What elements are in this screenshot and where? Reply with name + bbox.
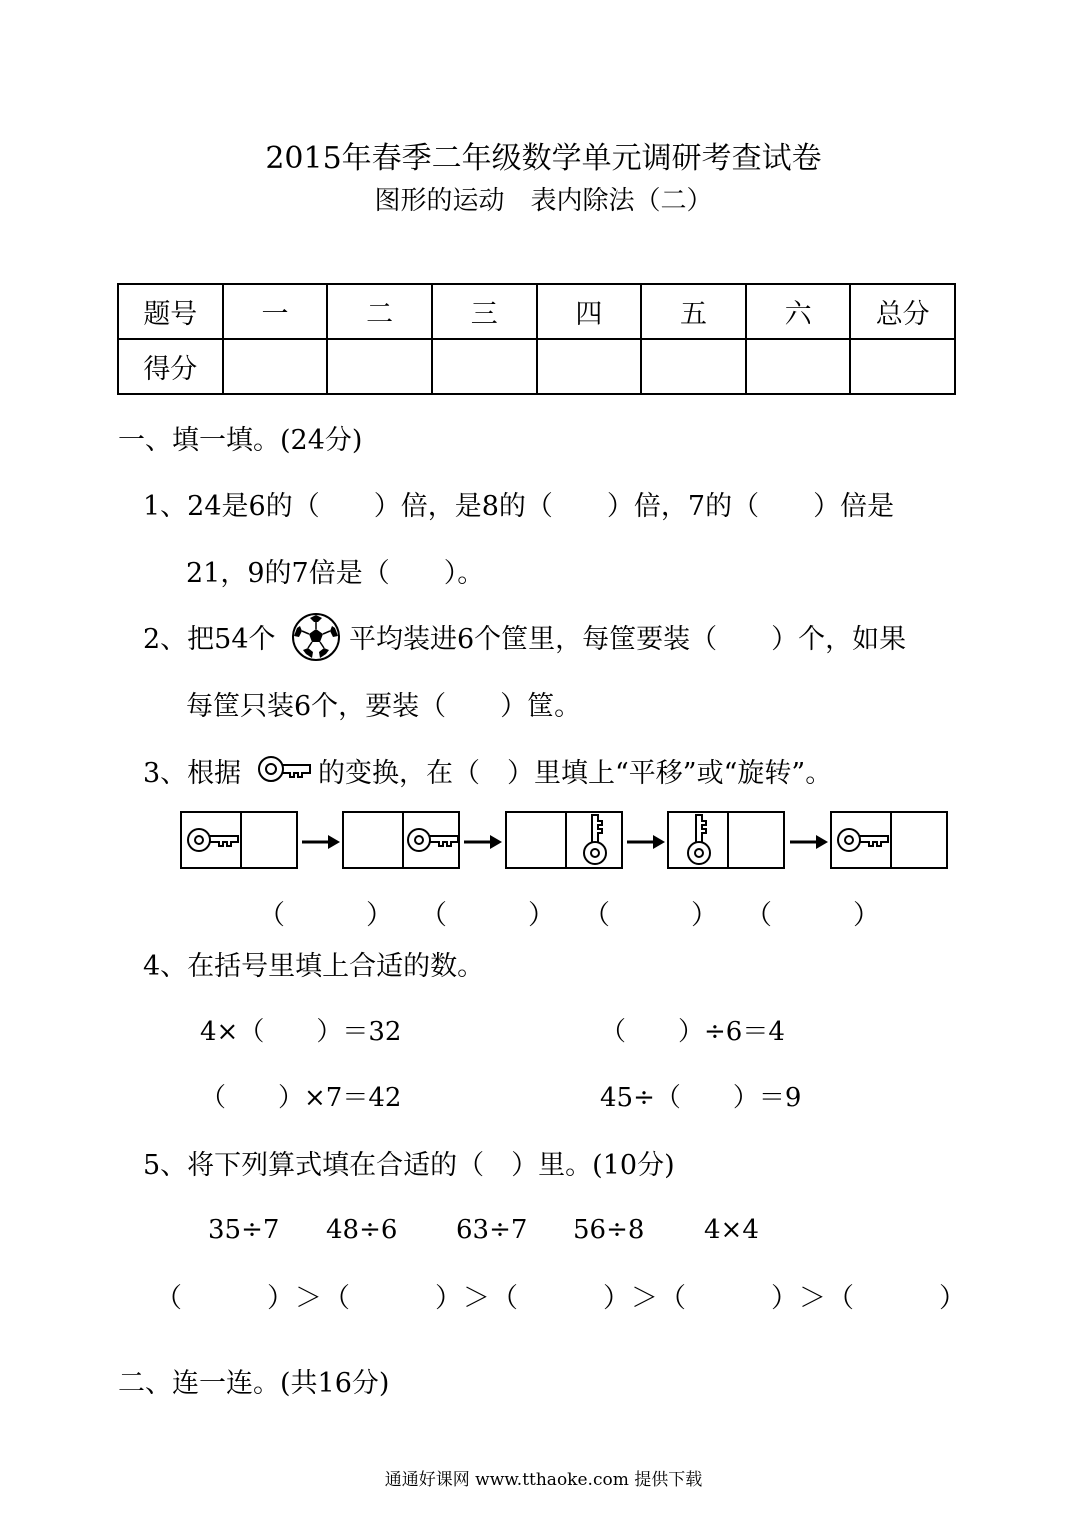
q2-line1-start: 2、把54个 xyxy=(143,624,276,655)
q3-answer-blank[interactable]: （ ） xyxy=(258,900,393,931)
q1-line1: 1、24是6的（ ）倍，是8的（ ）倍，7的（ ）倍是 xyxy=(143,491,895,522)
q4-item[interactable]: 45÷（ ）＝9 xyxy=(600,1083,802,1113)
score-row-label: 得分 xyxy=(118,339,223,394)
page-footer: 通通好课网 www.tthaoke.com 提供下载 xyxy=(384,1470,703,1490)
q4-item[interactable]: （ ）÷6＝4 xyxy=(600,1017,785,1047)
q4-item[interactable]: 4×（ ）＝32 xyxy=(200,1017,402,1047)
score-table xyxy=(117,283,956,395)
key-vertical-icon xyxy=(567,813,625,867)
q5-expression: 4×4 xyxy=(704,1215,759,1245)
page-title: 2015年春季二年级数学单元调研考查试卷 xyxy=(265,141,822,176)
score-blank-cell[interactable] xyxy=(850,339,955,394)
key-frame-1 xyxy=(180,811,298,869)
key-frame-3 xyxy=(505,811,623,869)
q3-answer-blank[interactable]: （ ） xyxy=(420,900,555,931)
key-horizontal-icon xyxy=(834,813,892,867)
page-subtitle: 图形的运动 表内除法（二） xyxy=(374,186,713,216)
score-cell: 六 xyxy=(746,284,851,339)
score-blank-cell[interactable] xyxy=(327,339,432,394)
q4-item[interactable]: （ ）×7＝42 xyxy=(200,1083,402,1113)
q1-line2: 21，9的7倍是（ ）。 xyxy=(186,558,485,589)
score-cell: 题号 xyxy=(118,284,223,339)
score-cell: 二 xyxy=(327,284,432,339)
q5-expression: 35÷7 xyxy=(208,1215,280,1245)
score-blank-cell[interactable] xyxy=(641,339,746,394)
arrow-icon xyxy=(464,832,502,852)
q2-line2: 每筐只装6个，要装（ ）筐。 xyxy=(186,691,582,722)
q5-order-blanks[interactable]: （ ）＞（ ）＞（ ）＞（ ）＞（ ） xyxy=(155,1283,967,1314)
key-frame-4 xyxy=(667,811,785,869)
score-cell: 三 xyxy=(432,284,537,339)
q3-answer-blank[interactable]: （ ） xyxy=(745,900,880,931)
q4-heading: 4、在括号里填上合适的数。 xyxy=(143,951,485,982)
score-cell: 一 xyxy=(223,284,328,339)
arrow-icon xyxy=(627,832,665,852)
key-horizontal-icon xyxy=(404,813,462,867)
key-icon xyxy=(256,752,314,786)
section2-heading: 二、连一连。(共16分) xyxy=(118,1368,390,1399)
q3-answer-blank[interactable]: （ ） xyxy=(583,900,718,931)
key-frame-5 xyxy=(830,811,948,869)
key-vertical-icon xyxy=(671,813,729,867)
score-table-score-row xyxy=(118,339,955,394)
score-cell: 五 xyxy=(641,284,746,339)
section1-heading: 一、填一填。(24分) xyxy=(118,425,363,456)
score-blank-cell[interactable] xyxy=(223,339,328,394)
score-table-header-row xyxy=(118,284,955,339)
q5-heading: 5、将下列算式填在合适的（ ）里。(10分) xyxy=(143,1150,675,1181)
q5-expression: 56÷8 xyxy=(573,1215,645,1245)
score-cell: 四 xyxy=(537,284,642,339)
arrow-icon xyxy=(302,832,340,852)
arrow-icon xyxy=(790,832,828,852)
q3-text-start: 3、根据 xyxy=(143,758,242,789)
q3-text-end: 的变换，在（ ）里填上“平移”或“旋转”。 xyxy=(318,758,833,789)
score-blank-cell[interactable] xyxy=(746,339,851,394)
key-frame-2 xyxy=(342,811,460,869)
key-horizontal-icon xyxy=(184,813,242,867)
score-blank-cell[interactable] xyxy=(432,339,537,394)
score-cell: 总分 xyxy=(850,284,955,339)
q5-expression: 48÷6 xyxy=(326,1215,398,1245)
q5-expression: 63÷7 xyxy=(456,1215,528,1245)
score-blank-cell[interactable] xyxy=(537,339,642,394)
q2-line1-end: 平均装进6个筐里，每筐要装（ ）个，如果 xyxy=(349,624,907,655)
soccer-ball-icon xyxy=(291,612,341,662)
